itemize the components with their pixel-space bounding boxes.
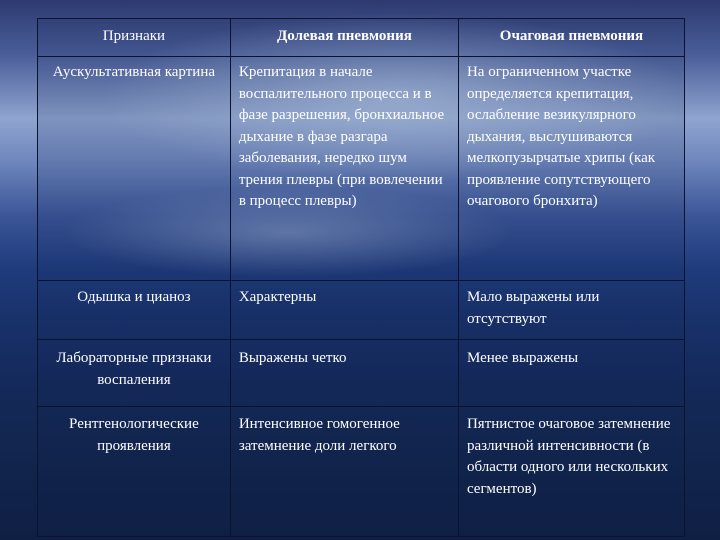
header-focal-pneumonia: Очаговая пневмония [458,19,684,57]
lobar-cell: Крепитация в начале воспалительного процесса и в фазе разрешения, бронхиальное дыхание в фазе разгара заболевания, нередко шум трения плевры (при вовлечении в процесс плевры) [230,57,458,281]
lobar-cell: Выражены четко [230,340,458,407]
focal-cell: На ограниченном участке определяется крепитация, ослабление везикулярного дыхания, выслушиваются мелкопузырчатые хрипы (как проявление сопутствующего очагового бронхита) [458,57,684,281]
table-row [38,281,685,340]
lobar-cell: Интенсивное гомогенное затемнение доли легкого [230,407,458,537]
table-header-row [38,19,685,57]
header-lobar-pneumonia: Долевая пневмония [230,19,458,57]
feature-cell: Лабораторные признаки воспаления [38,340,231,407]
table-row [38,407,685,537]
table-row [38,340,685,407]
feature-cell: Одышка и цианоз [38,281,231,340]
focal-cell: Мало выражены или отсутствуют [458,281,684,340]
table-row [38,57,685,281]
lobar-cell: Характерны [230,281,458,340]
feature-cell: Аускультативная картина [38,57,231,281]
comparison-table [37,18,685,537]
focal-cell: Пятнистое очаговое затемнение различной интенсивности (в области одного или нескольких сегментов) [458,407,684,537]
feature-cell: Рентгенологические проявления [38,407,231,537]
focal-cell: Менее выражены [458,340,684,407]
header-features: Признаки [38,19,231,57]
